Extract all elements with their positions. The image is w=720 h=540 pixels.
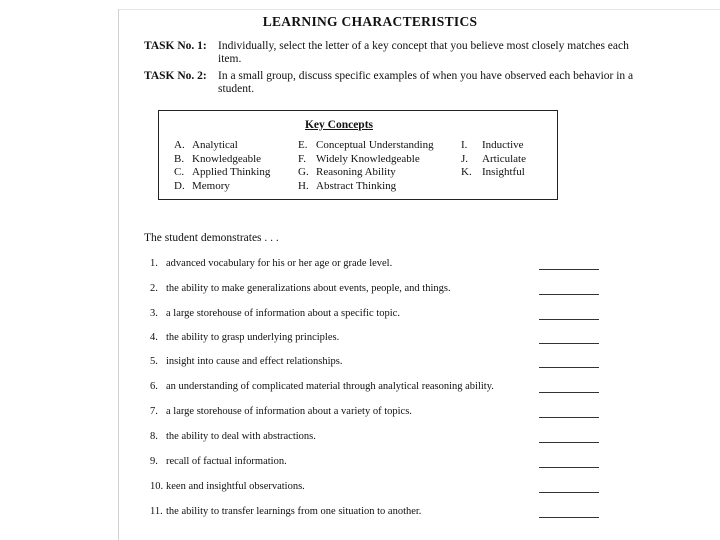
answer-blank[interactable] [539, 294, 599, 295]
list-item [150, 456, 600, 470]
answer-blank[interactable] [539, 492, 599, 493]
answer-blank[interactable] [539, 392, 599, 393]
key-concept [174, 153, 270, 167]
task-2-text: In a small group, discuss specific examples of when you have observed each behavior in a student. [218, 70, 634, 95]
item-text: insight into cause and effect relationships. [166, 356, 343, 367]
page-edge-top [118, 9, 720, 10]
answer-blank[interactable] [539, 343, 599, 344]
list-item [150, 283, 600, 297]
key-concept [298, 153, 434, 167]
item-text: the ability to deal with abstractions. [166, 431, 316, 442]
item-number: 1. [150, 258, 158, 269]
item-number: 4. [150, 332, 158, 343]
item-text: the ability to make generalizations about events, people, and things. [166, 283, 451, 294]
task-1-label: TASK No. 1: [144, 40, 207, 52]
concept-letter: B. [174, 152, 185, 165]
key-concepts-column-1 [174, 139, 270, 193]
item-text: a large storehouse of information about a specific topic. [166, 308, 400, 319]
key-concept [461, 153, 526, 167]
answer-blank[interactable] [539, 269, 599, 270]
key-concept [461, 166, 526, 180]
item-text: advanced vocabulary for his or her age or grade level. [166, 258, 393, 269]
item-number: 8. [150, 431, 158, 442]
concept-letter: A. [174, 139, 185, 151]
item-number: 11. [150, 506, 163, 517]
answer-blank[interactable] [539, 417, 599, 418]
answer-blank[interactable] [539, 442, 599, 443]
list-item [150, 381, 600, 395]
key-concept [298, 180, 434, 194]
concept-letter: D. [174, 179, 185, 192]
concept-letter: I. [461, 139, 468, 151]
concept-label: Memory [192, 179, 230, 192]
answer-blank[interactable] [539, 319, 599, 320]
concept-label: Reasoning Ability [316, 166, 396, 178]
concept-label: Analytical [192, 139, 238, 151]
concept-letter: G. [298, 166, 309, 178]
concept-label: Knowledgeable [192, 152, 262, 165]
key-concepts-heading: Key Concepts [304, 119, 374, 131]
concept-label: Insightful [482, 166, 525, 178]
key-concept [298, 166, 434, 180]
list-item [150, 506, 600, 520]
item-text: the ability to grasp underlying principles. [166, 332, 340, 343]
item-text: an understanding of complicated material through analytical reasoning ability. [166, 381, 494, 392]
list-item [150, 481, 600, 495]
item-text: a large storehouse of information about a variety of topics. [166, 406, 412, 417]
answer-blank[interactable] [539, 517, 599, 518]
concept-label: Widely Knowledgeable [316, 152, 420, 165]
concept-label: Conceptual Understanding [316, 139, 434, 151]
item-number: 2. [150, 283, 158, 294]
list-item [150, 258, 600, 272]
list-item [150, 431, 600, 445]
key-concept [174, 139, 270, 153]
key-concepts-column-3 [461, 139, 526, 180]
task-2-label: TASK No. 2: [144, 70, 207, 82]
concept-letter: K. [461, 166, 472, 178]
item-number: 3. [150, 308, 158, 319]
concept-letter: C. [174, 166, 185, 178]
page-title: LEARNING CHARACTERISTICS [262, 14, 478, 29]
item-number: 9. [150, 456, 158, 467]
concept-label: Inductive [482, 139, 524, 151]
page-edge-left [118, 9, 119, 540]
task-1-text: Individually, select the letter of a key concept that you believe most closely matches each item. [218, 40, 629, 65]
key-concept [461, 139, 526, 153]
item-text: the ability to transfer learnings from one situation to another. [166, 506, 422, 517]
key-concepts-box [158, 110, 558, 200]
concept-label: Abstract Thinking [316, 179, 397, 192]
concept-letter: E. [298, 139, 308, 151]
answer-blank[interactable] [539, 367, 599, 368]
item-number: 7. [150, 406, 158, 417]
key-concept [174, 166, 270, 180]
list-item [150, 332, 600, 346]
concept-label: Applied Thinking [192, 166, 271, 178]
concept-letter: J. [461, 152, 469, 165]
list-item [150, 356, 600, 370]
item-text: recall of factual information. [166, 456, 287, 467]
concept-letter: H. [298, 179, 309, 192]
concept-label: Articulate [482, 152, 526, 165]
key-concept [298, 139, 434, 153]
key-concepts-column-2 [298, 139, 434, 193]
answer-blank[interactable] [539, 467, 599, 468]
item-number: 10. [150, 481, 164, 492]
list-item [150, 308, 600, 322]
item-number: 6. [150, 381, 158, 392]
concept-letter: F. [298, 152, 306, 165]
lead-in-text: The student demonstrates . . . [144, 232, 279, 244]
list-item [150, 406, 600, 420]
item-number: 5. [150, 356, 158, 367]
item-text: keen and insightful observations. [166, 481, 305, 492]
key-concept [174, 180, 270, 194]
